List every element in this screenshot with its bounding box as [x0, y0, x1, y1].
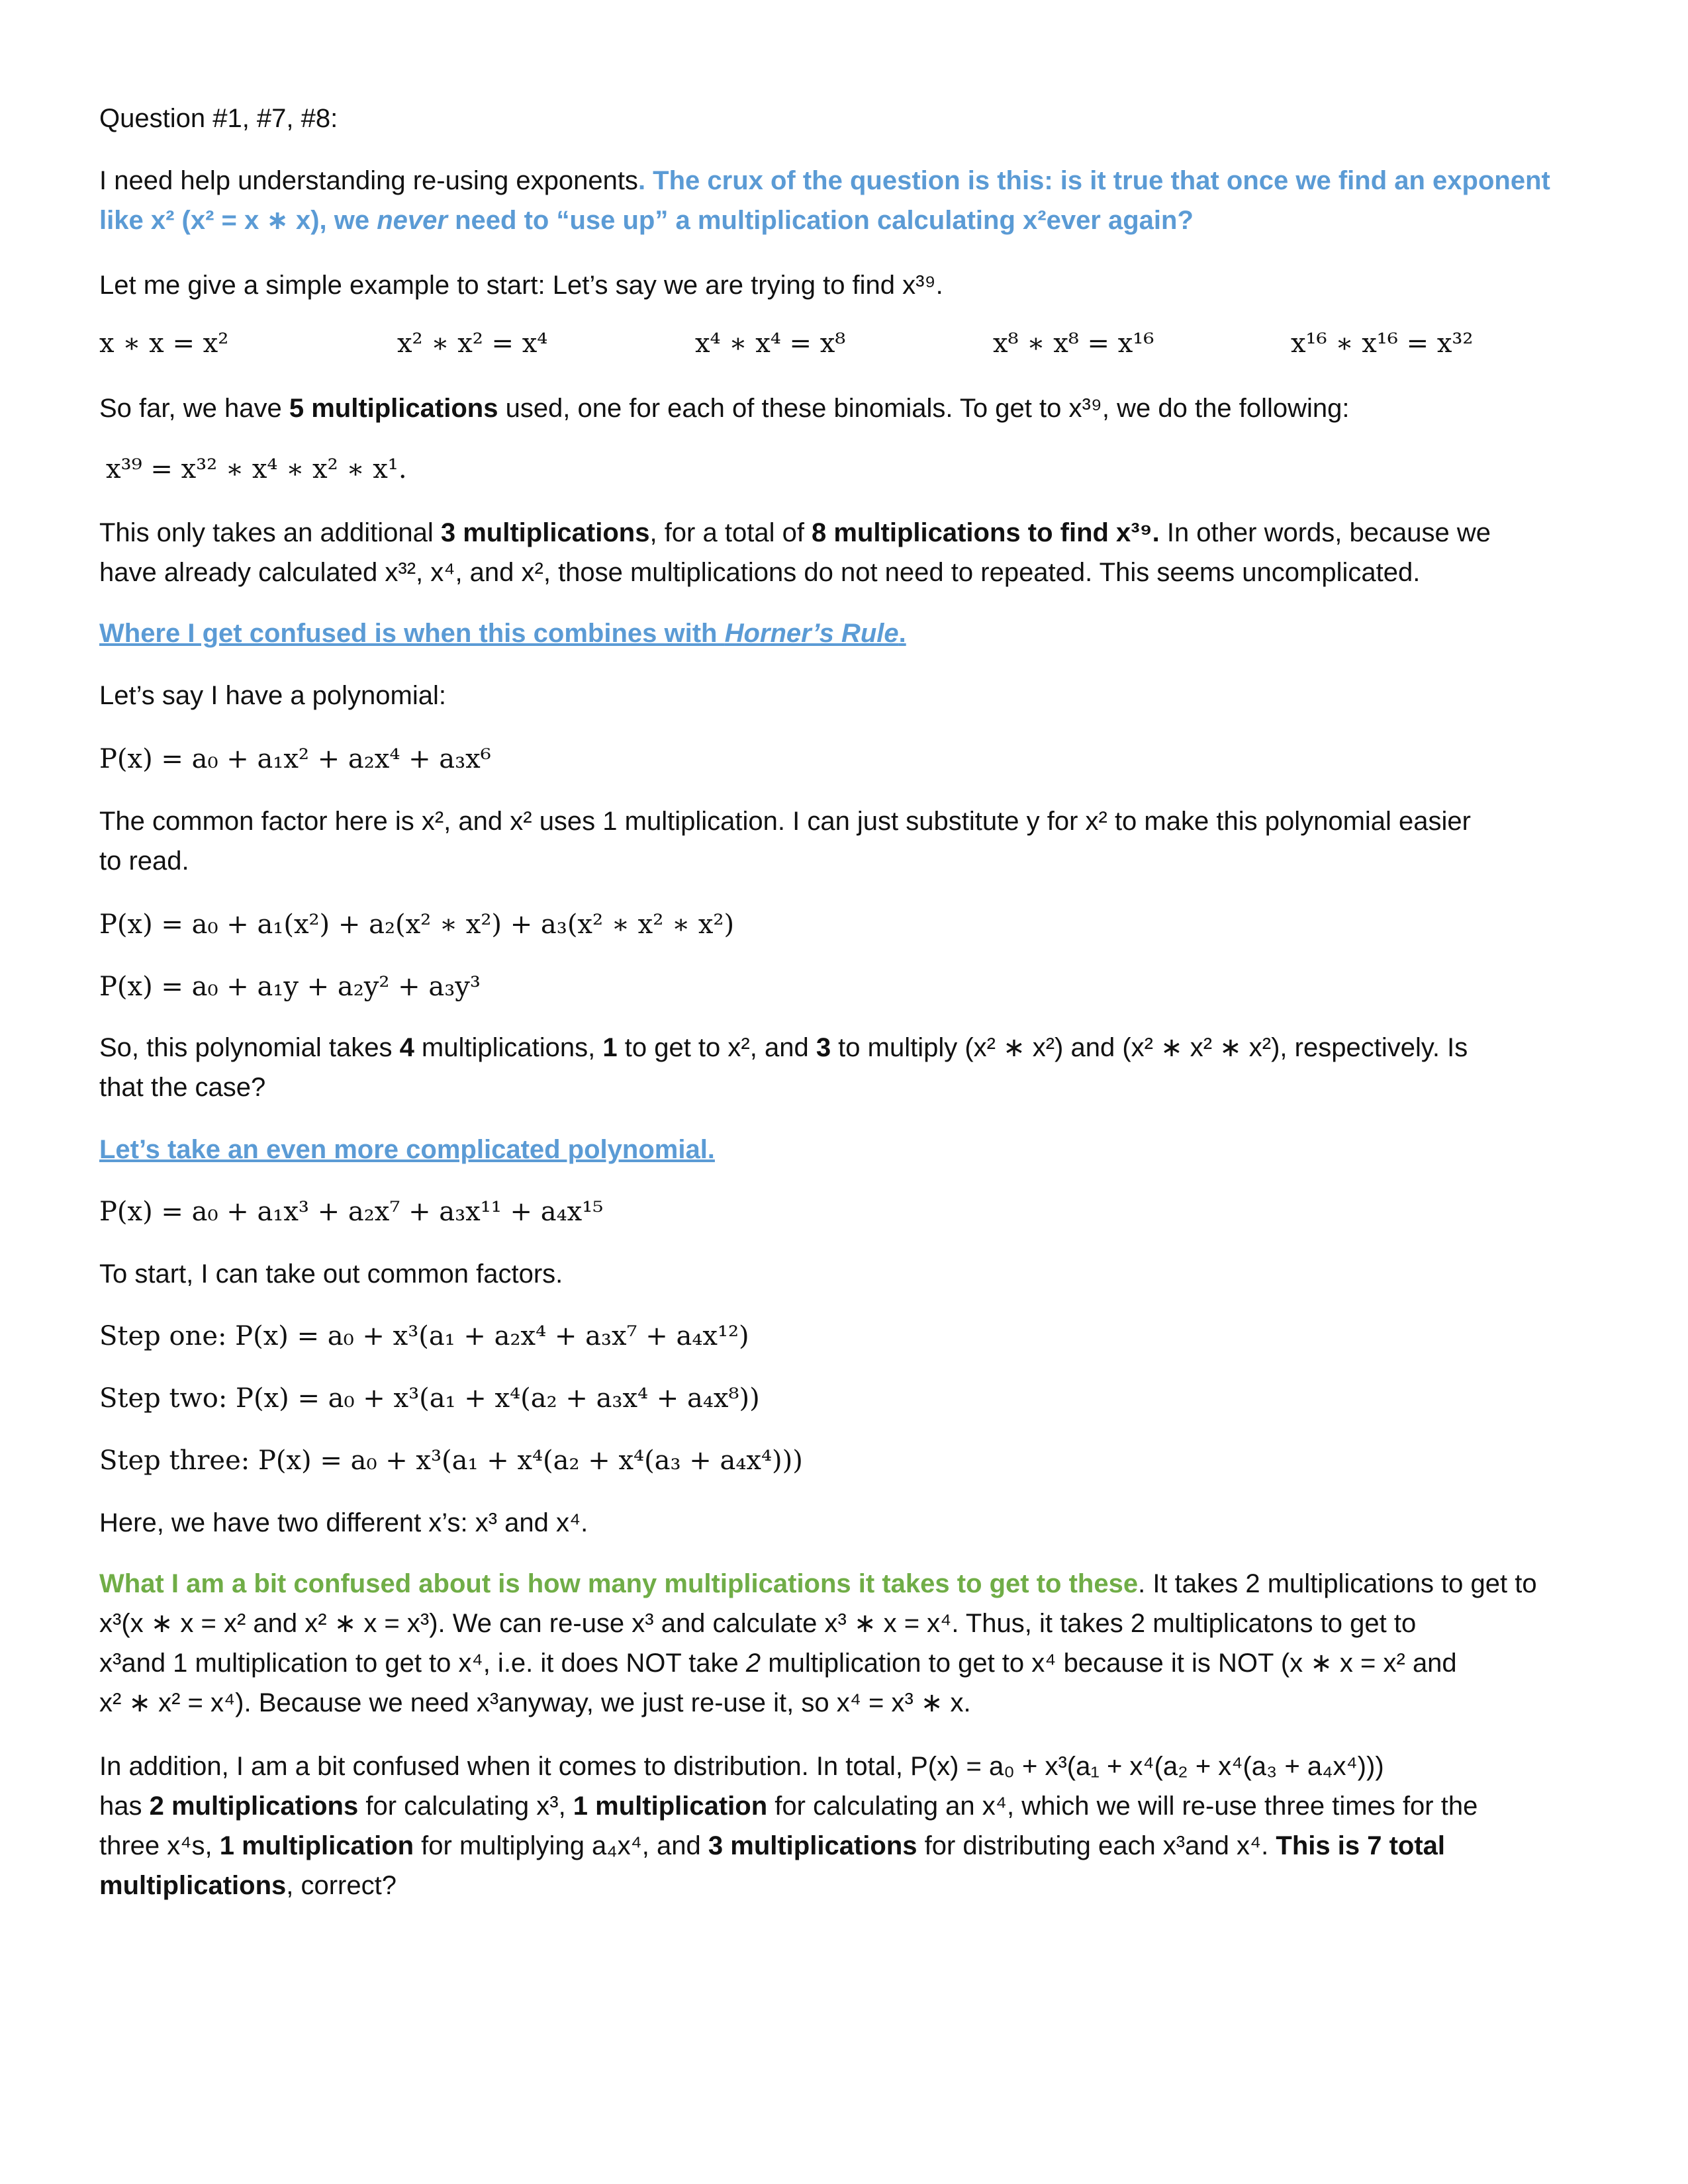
- distribution-bold-2: 1 multiplication: [573, 1792, 768, 1821]
- intro-line-2: [99, 201, 1194, 240]
- binomial-1: x ∗ x = x²: [99, 328, 229, 359]
- binomials-row: [99, 324, 1622, 363]
- distribution-d: for calculating an x⁴, which we will re-use three times for the: [767, 1792, 1478, 1821]
- horner-b: .: [898, 619, 906, 648]
- distribution-line-3: [99, 1827, 1445, 1865]
- confused-green: What I am a bit confused about is how many multiplications it takes to get to these: [99, 1569, 1139, 1598]
- question-heading: Question #1, #7, #8:: [99, 104, 338, 133]
- so-poly-a: So, this polynomial takes: [99, 1033, 400, 1062]
- so-far-a: So far, we have: [99, 394, 289, 423]
- distribution-g: for distributing each x³and x⁴.: [917, 1831, 1276, 1860]
- so-poly-line-2: that the case?: [99, 1073, 266, 1102]
- intro-line-1: [99, 161, 1550, 200]
- so-poly-bold-1: 4: [399, 1033, 414, 1062]
- complicated-heading: Let’s take an even more complicated polynomial.: [99, 1135, 715, 1164]
- distribution-f: for multiplying a₄x⁴, and: [414, 1831, 708, 1860]
- additional-line-1: [99, 514, 1491, 552]
- intro-plain: I need help understanding re-using exponents: [99, 166, 638, 195]
- additional-a: This only takes an additional: [99, 518, 441, 547]
- additional-line-2: have already calculated x³², x⁴, and x², those multiplications do not need to repeated. This seems uncomplicated.: [99, 558, 1421, 587]
- example-intro: Let me give a simple example to start: Let’s say we are trying to find x³⁹.: [99, 271, 943, 300]
- additional-bold-2: 8 multiplications to find x³⁹.: [812, 518, 1160, 547]
- so-far-line: [99, 389, 1350, 428]
- crux-never: never: [377, 206, 447, 235]
- horner-italic: Horner’s Rule: [724, 619, 899, 648]
- confused-a: . It takes 2 multiplications to get to: [1138, 1569, 1537, 1598]
- horner-heading: [99, 614, 906, 653]
- confused-line-3: [99, 1644, 1457, 1682]
- binomial-3: x⁴ ∗ x⁴ = x⁸: [695, 328, 846, 359]
- so-poly-line-1: [99, 1028, 1468, 1067]
- distribution-h: , correct?: [286, 1871, 397, 1900]
- confused-3i: 2: [745, 1649, 761, 1678]
- poly-1-expanded: P(x) = a₀ + a₁(x²) + a₂(x² ∗ x²) + a₃(x² ∗ x² ∗ x²): [99, 909, 735, 940]
- so-far-bold: 5 multiplications: [289, 394, 498, 423]
- crux-text-2a: like x² (x² = x ∗ x), we: [99, 206, 377, 235]
- distribution-e: three x⁴s,: [99, 1831, 220, 1860]
- so-poly-bold-2: 1: [602, 1033, 618, 1062]
- confused-line-2: x³(x ∗ x = x² and x² ∗ x = x³). We can re-use x³ and calculate x³ ∗ x = x⁴. Thus, it takes 2 multiplicatons to get to: [99, 1609, 1417, 1638]
- confused-line-1: [99, 1565, 1537, 1603]
- x39-formula: x³⁹ = x³² ∗ x⁴ ∗ x² ∗ x¹.: [106, 454, 407, 484]
- poly-intro: Let’s say I have a polynomial:: [99, 681, 447, 710]
- distribution-c: for calculating x³,: [358, 1792, 573, 1821]
- common-factor-line-1: The common factor here is x², and x² uses 1 multiplication. I can just substitute y for x² to make this polynomial easier: [99, 807, 1471, 836]
- binomial-4: x⁸ ∗ x⁸ = x¹⁶: [993, 328, 1154, 359]
- crux-text-2b: need to “use up” a multiplication calculating x²ever again?: [447, 206, 1194, 235]
- additional-c: In other words, because we: [1159, 518, 1491, 547]
- step-one: Step one: P(x) = a₀ + x³(a₁ + a₂x⁴ + a₃x⁷ + a₄x¹²): [99, 1321, 749, 1351]
- binomial-5: x¹⁶ ∗ x¹⁶ = x³²: [1291, 328, 1474, 359]
- step-three: Step three: P(x) = a₀ + x³(a₁ + x⁴(a₂ + x⁴(a₃ + a₄x⁴))): [99, 1445, 803, 1476]
- so-poly-d: to multiply (x² ∗ x²) and (x² ∗ x² ∗ x²), respectively. Is: [831, 1033, 1468, 1062]
- horner-a: Where I get confused is when this combines with: [99, 619, 725, 648]
- confused-3a: x³and 1 multiplication to get to x⁴, i.e. it does NOT take: [99, 1649, 746, 1678]
- poly-1: P(x) = a₀ + a₁x² + a₂x⁴ + a₃x⁶: [99, 744, 491, 774]
- binomial-2: x² ∗ x² = x⁴: [397, 328, 548, 359]
- two-xs-line: Here, we have two different x’s: x³ and x⁴.: [99, 1508, 588, 1537]
- poly-1-substituted: P(x) = a₀ + a₁y + a₂y² + a₃y³: [99, 972, 481, 1002]
- so-poly-bold-3: 3: [816, 1033, 831, 1062]
- additional-b: , for a total of: [649, 518, 812, 547]
- distribution-bold-4: 3 multiplications: [708, 1831, 917, 1860]
- distribution-bold-3: 1 multiplication: [219, 1831, 414, 1860]
- distribution-line-4: [99, 1866, 397, 1905]
- so-far-b: used, one for each of these binomials. To get to x³⁹, we do the following:: [498, 394, 1350, 423]
- crux-text-1: . The crux of the question is this: is it true that once we find an exponent: [637, 166, 1550, 195]
- distribution-bold-5: This is 7 total: [1276, 1831, 1446, 1860]
- so-poly-b: multiplications,: [414, 1033, 603, 1062]
- step-two: Step two: P(x) = a₀ + x³(a₁ + x⁴(a₂ + a₃x⁴ + a₄x⁸)): [99, 1383, 760, 1414]
- common-factor-line-2: to read.: [99, 846, 189, 876]
- so-poly-c: to get to x², and: [617, 1033, 816, 1062]
- distribution-line-1: In addition, I am a bit confused when it comes to distribution. In total, P(x) = a₀ + x³(a₁ + x⁴(a₂ + x⁴(a₃ + a₄x⁴))): [99, 1752, 1384, 1781]
- confused-line-4: x² ∗ x² = x⁴). Because we need x³anyway, we just re-use it, so x⁴ = x³ ∗ x.: [99, 1688, 971, 1717]
- distribution-has: has: [99, 1792, 150, 1821]
- additional-bold-1: 3 multiplications: [440, 518, 650, 547]
- poly-2: P(x) = a₀ + a₁x³ + a₂x⁷ + a₃x¹¹ + a₄x¹⁵: [99, 1197, 604, 1227]
- distribution-bold-6: multiplications: [99, 1871, 287, 1900]
- distribution-bold-1: 2 multiplications: [149, 1792, 359, 1821]
- confused-3b: multiplication to get to x⁴ because it is NOT (x ∗ x = x² and: [761, 1649, 1457, 1678]
- distribution-line-2: [99, 1787, 1477, 1825]
- common-factors-intro: To start, I can take out common factors.: [99, 1259, 563, 1289]
